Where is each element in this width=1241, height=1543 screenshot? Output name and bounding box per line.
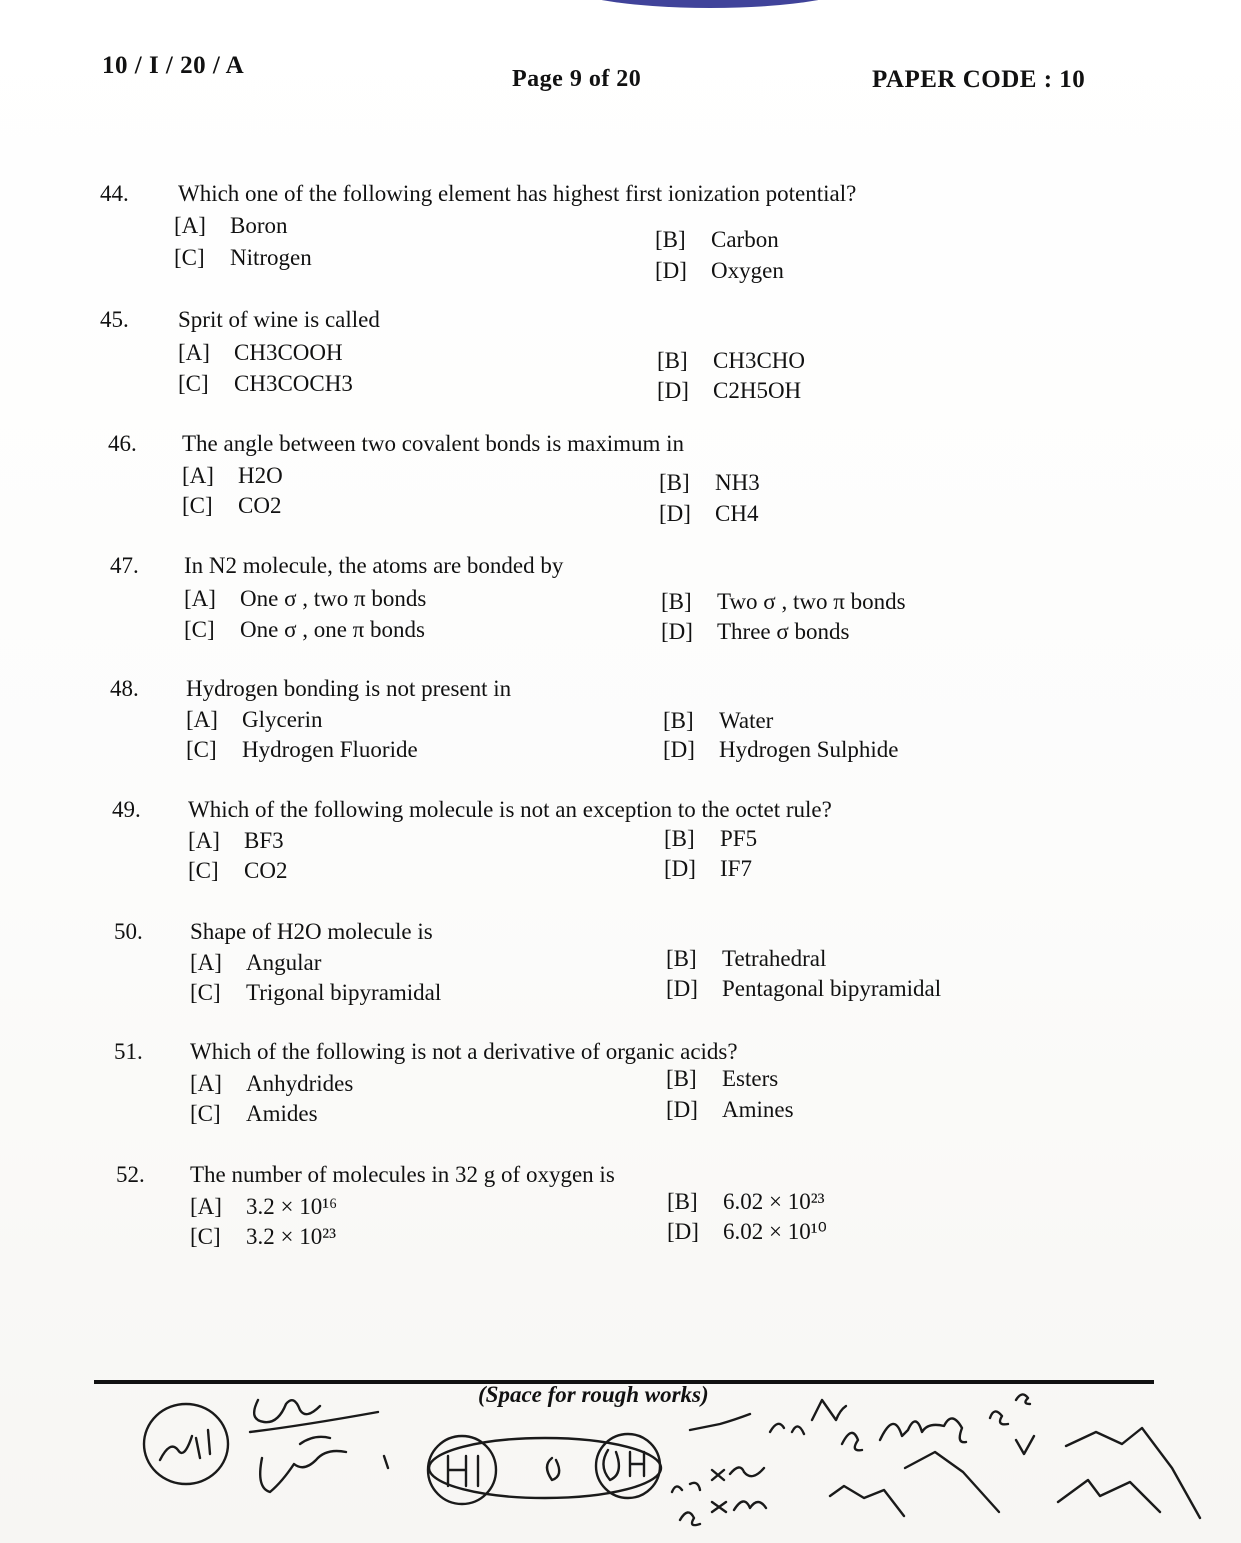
question-text: Sprit of wine is called bbox=[178, 307, 380, 332]
option-label: [C] bbox=[182, 493, 213, 518]
option-text: Water bbox=[719, 708, 774, 733]
option-text: Amines bbox=[722, 1097, 794, 1122]
option-b bbox=[666, 947, 826, 970]
option-text: Hydrogen Fluoride bbox=[242, 737, 418, 762]
option-c bbox=[190, 981, 441, 1004]
option-c bbox=[188, 859, 287, 882]
option-text: Esters bbox=[722, 1066, 779, 1091]
question-number: 46. bbox=[108, 431, 137, 456]
option-text: Trigonal bipyramidal bbox=[246, 980, 442, 1005]
option-b bbox=[659, 471, 760, 494]
option-text: C2H5OH bbox=[713, 378, 802, 403]
option-text: H2O bbox=[238, 463, 283, 488]
option-label: [B] bbox=[659, 470, 690, 495]
option-text: One σ , one π bonds bbox=[240, 617, 425, 642]
option-label: [D] bbox=[667, 1219, 699, 1244]
scribble-mark bbox=[690, 1414, 750, 1430]
scribble-mark bbox=[448, 1456, 478, 1486]
scribble-mark bbox=[830, 1486, 904, 1516]
option-text: Two σ , two π bonds bbox=[717, 589, 906, 614]
option-c bbox=[190, 1225, 336, 1248]
scribble-mark bbox=[672, 1467, 764, 1492]
option-a bbox=[190, 951, 321, 974]
option-label: [A] bbox=[186, 707, 218, 732]
option-a bbox=[186, 708, 322, 731]
question-text: The number of molecules in 32 g of oxygen is bbox=[190, 1162, 615, 1187]
option-b bbox=[666, 1067, 778, 1090]
option-label: [B] bbox=[663, 708, 694, 733]
option-label: [D] bbox=[664, 856, 696, 881]
option-text: Amides bbox=[246, 1101, 318, 1126]
scribble-mark bbox=[1058, 1480, 1160, 1512]
option-label: [A] bbox=[184, 586, 216, 611]
scribble-mark bbox=[1066, 1428, 1200, 1518]
question-number: 47. bbox=[110, 553, 139, 578]
option-text: Pentagonal bipyramidal bbox=[722, 976, 942, 1001]
option-label: [A] bbox=[188, 828, 220, 853]
scribble-mark bbox=[842, 1418, 966, 1450]
option-a bbox=[182, 464, 283, 487]
option-label: [B] bbox=[666, 946, 697, 971]
option-label: [D] bbox=[661, 619, 693, 644]
scribble-mark bbox=[547, 1458, 559, 1480]
question-text: In N2 molecule, the atoms are bonded by bbox=[184, 553, 564, 578]
question-number: 51. bbox=[114, 1039, 143, 1064]
option-text: One σ , two π bonds bbox=[240, 586, 427, 611]
option-d bbox=[666, 1098, 794, 1121]
option-text: CH3COOH bbox=[234, 340, 343, 365]
question-text: Hydrogen bonding is not present in bbox=[186, 676, 512, 701]
option-d bbox=[666, 977, 941, 1000]
scribble-mark bbox=[680, 1501, 766, 1525]
option-text: CO2 bbox=[244, 858, 288, 883]
option-b bbox=[667, 1190, 825, 1213]
circled-atom-h bbox=[596, 1434, 660, 1498]
option-text: PF5 bbox=[720, 826, 758, 851]
option-label: [A] bbox=[182, 463, 214, 488]
option-label: [A] bbox=[190, 950, 222, 975]
molecule-outline bbox=[429, 1438, 661, 1498]
option-a bbox=[184, 587, 426, 610]
option-c bbox=[182, 494, 281, 517]
option-text: 3.2 × 10¹⁶ bbox=[246, 1194, 338, 1219]
option-label: [B] bbox=[655, 227, 686, 252]
option-d bbox=[664, 857, 752, 880]
scribble-mark bbox=[603, 1450, 644, 1480]
option-label: [D] bbox=[666, 1097, 698, 1122]
option-text: Glycerin bbox=[242, 707, 323, 732]
question-number: 52. bbox=[116, 1162, 145, 1187]
option-text: 3.2 × 10²³ bbox=[246, 1224, 337, 1249]
option-label: [C] bbox=[190, 1101, 221, 1126]
option-c bbox=[186, 738, 418, 761]
option-text: IF7 bbox=[720, 856, 752, 881]
option-label: [A] bbox=[174, 213, 206, 238]
scribble-mark bbox=[770, 1400, 846, 1434]
option-label: [C] bbox=[188, 858, 219, 883]
question-number: 44. bbox=[100, 181, 129, 206]
option-a bbox=[178, 341, 343, 364]
option-label: [D] bbox=[666, 976, 698, 1001]
option-label: [B] bbox=[661, 589, 692, 614]
option-text: CH3CHO bbox=[713, 348, 806, 373]
option-c bbox=[174, 246, 312, 269]
option-text: Three σ bonds bbox=[717, 619, 850, 644]
option-d bbox=[655, 259, 784, 282]
question-number: 49. bbox=[112, 797, 141, 822]
option-label: [B] bbox=[666, 1066, 697, 1091]
option-a bbox=[188, 829, 284, 852]
option-c bbox=[190, 1102, 318, 1125]
option-b bbox=[663, 709, 773, 732]
option-b bbox=[657, 349, 805, 372]
option-b bbox=[661, 590, 906, 613]
option-text: Carbon bbox=[711, 227, 779, 252]
option-text: Boron bbox=[230, 213, 288, 238]
scribble-mark bbox=[990, 1394, 1030, 1424]
rough-work-label: (Space for rough works) bbox=[478, 1382, 709, 1407]
paper-code: PAPER CODE : 10 bbox=[872, 66, 1086, 93]
option-text: BF3 bbox=[244, 828, 284, 853]
question-text: The angle between two covalent bonds is maximum in bbox=[182, 431, 685, 456]
option-text: 6.02 × 10²³ bbox=[723, 1189, 825, 1214]
option-d bbox=[661, 620, 849, 643]
option-label: [B] bbox=[664, 826, 695, 851]
scribble-mark bbox=[905, 1452, 999, 1512]
question-text: Shape of H2O molecule is bbox=[190, 919, 433, 944]
option-text: Hydrogen Sulphide bbox=[719, 737, 899, 762]
scribble-mark bbox=[250, 1400, 378, 1432]
option-text: CH3COCH3 bbox=[234, 371, 353, 396]
option-a bbox=[190, 1195, 337, 1218]
option-label: [C] bbox=[184, 617, 215, 642]
option-a bbox=[190, 1072, 353, 1095]
option-label: [A] bbox=[178, 340, 210, 365]
page-number: Page 9 of 20 bbox=[512, 66, 642, 92]
question-number: 45. bbox=[100, 307, 129, 332]
option-label: [C] bbox=[190, 1224, 221, 1249]
circled-atom-h bbox=[428, 1436, 496, 1504]
option-text: 6.02 × 10¹⁰ bbox=[723, 1219, 827, 1244]
question-number: 48. bbox=[110, 676, 139, 701]
option-label: [D] bbox=[659, 501, 691, 526]
option-label: [A] bbox=[190, 1071, 222, 1096]
option-text: Anhydrides bbox=[246, 1071, 354, 1096]
option-text: Oxygen bbox=[711, 258, 784, 283]
option-text: Nitrogen bbox=[230, 245, 312, 270]
option-a bbox=[174, 214, 288, 237]
question-number: 50. bbox=[114, 919, 143, 944]
paper-set-code: 10 / I / 20 / A bbox=[102, 52, 245, 79]
scribble-mark bbox=[160, 1430, 210, 1460]
question-text: Which of the following is not a derivative of organic acids? bbox=[190, 1039, 738, 1064]
option-text: CO2 bbox=[238, 493, 282, 518]
option-text: NH3 bbox=[715, 470, 760, 495]
option-d bbox=[657, 379, 801, 402]
option-d bbox=[663, 738, 899, 761]
option-text: Angular bbox=[246, 950, 322, 975]
scribble-mark bbox=[260, 1437, 346, 1492]
option-label: [A] bbox=[190, 1194, 222, 1219]
ink-mark bbox=[560, 0, 860, 8]
option-b bbox=[655, 228, 779, 251]
option-label: [D] bbox=[655, 258, 687, 283]
scribble-mark bbox=[384, 1456, 388, 1468]
scribble-mark bbox=[1016, 1436, 1034, 1454]
option-label: [B] bbox=[667, 1189, 698, 1214]
option-text: CH4 bbox=[715, 501, 759, 526]
option-text: Tetrahedral bbox=[722, 946, 827, 971]
option-label: [C] bbox=[186, 737, 217, 762]
option-b bbox=[664, 827, 757, 850]
option-d bbox=[659, 502, 758, 525]
circled-note bbox=[144, 1404, 228, 1484]
option-label: [D] bbox=[663, 737, 695, 762]
option-label: [C] bbox=[178, 371, 209, 396]
option-label: [C] bbox=[174, 245, 205, 270]
option-d bbox=[667, 1220, 827, 1243]
option-label: [D] bbox=[657, 378, 689, 403]
option-label: [B] bbox=[657, 348, 688, 373]
option-label: [C] bbox=[190, 980, 221, 1005]
question-text: Which one of the following element has highest first ionization potential? bbox=[178, 181, 857, 206]
option-c bbox=[184, 618, 425, 641]
question-text: Which of the following molecule is not an exception to the octet rule? bbox=[188, 797, 832, 822]
option-c bbox=[178, 372, 353, 395]
